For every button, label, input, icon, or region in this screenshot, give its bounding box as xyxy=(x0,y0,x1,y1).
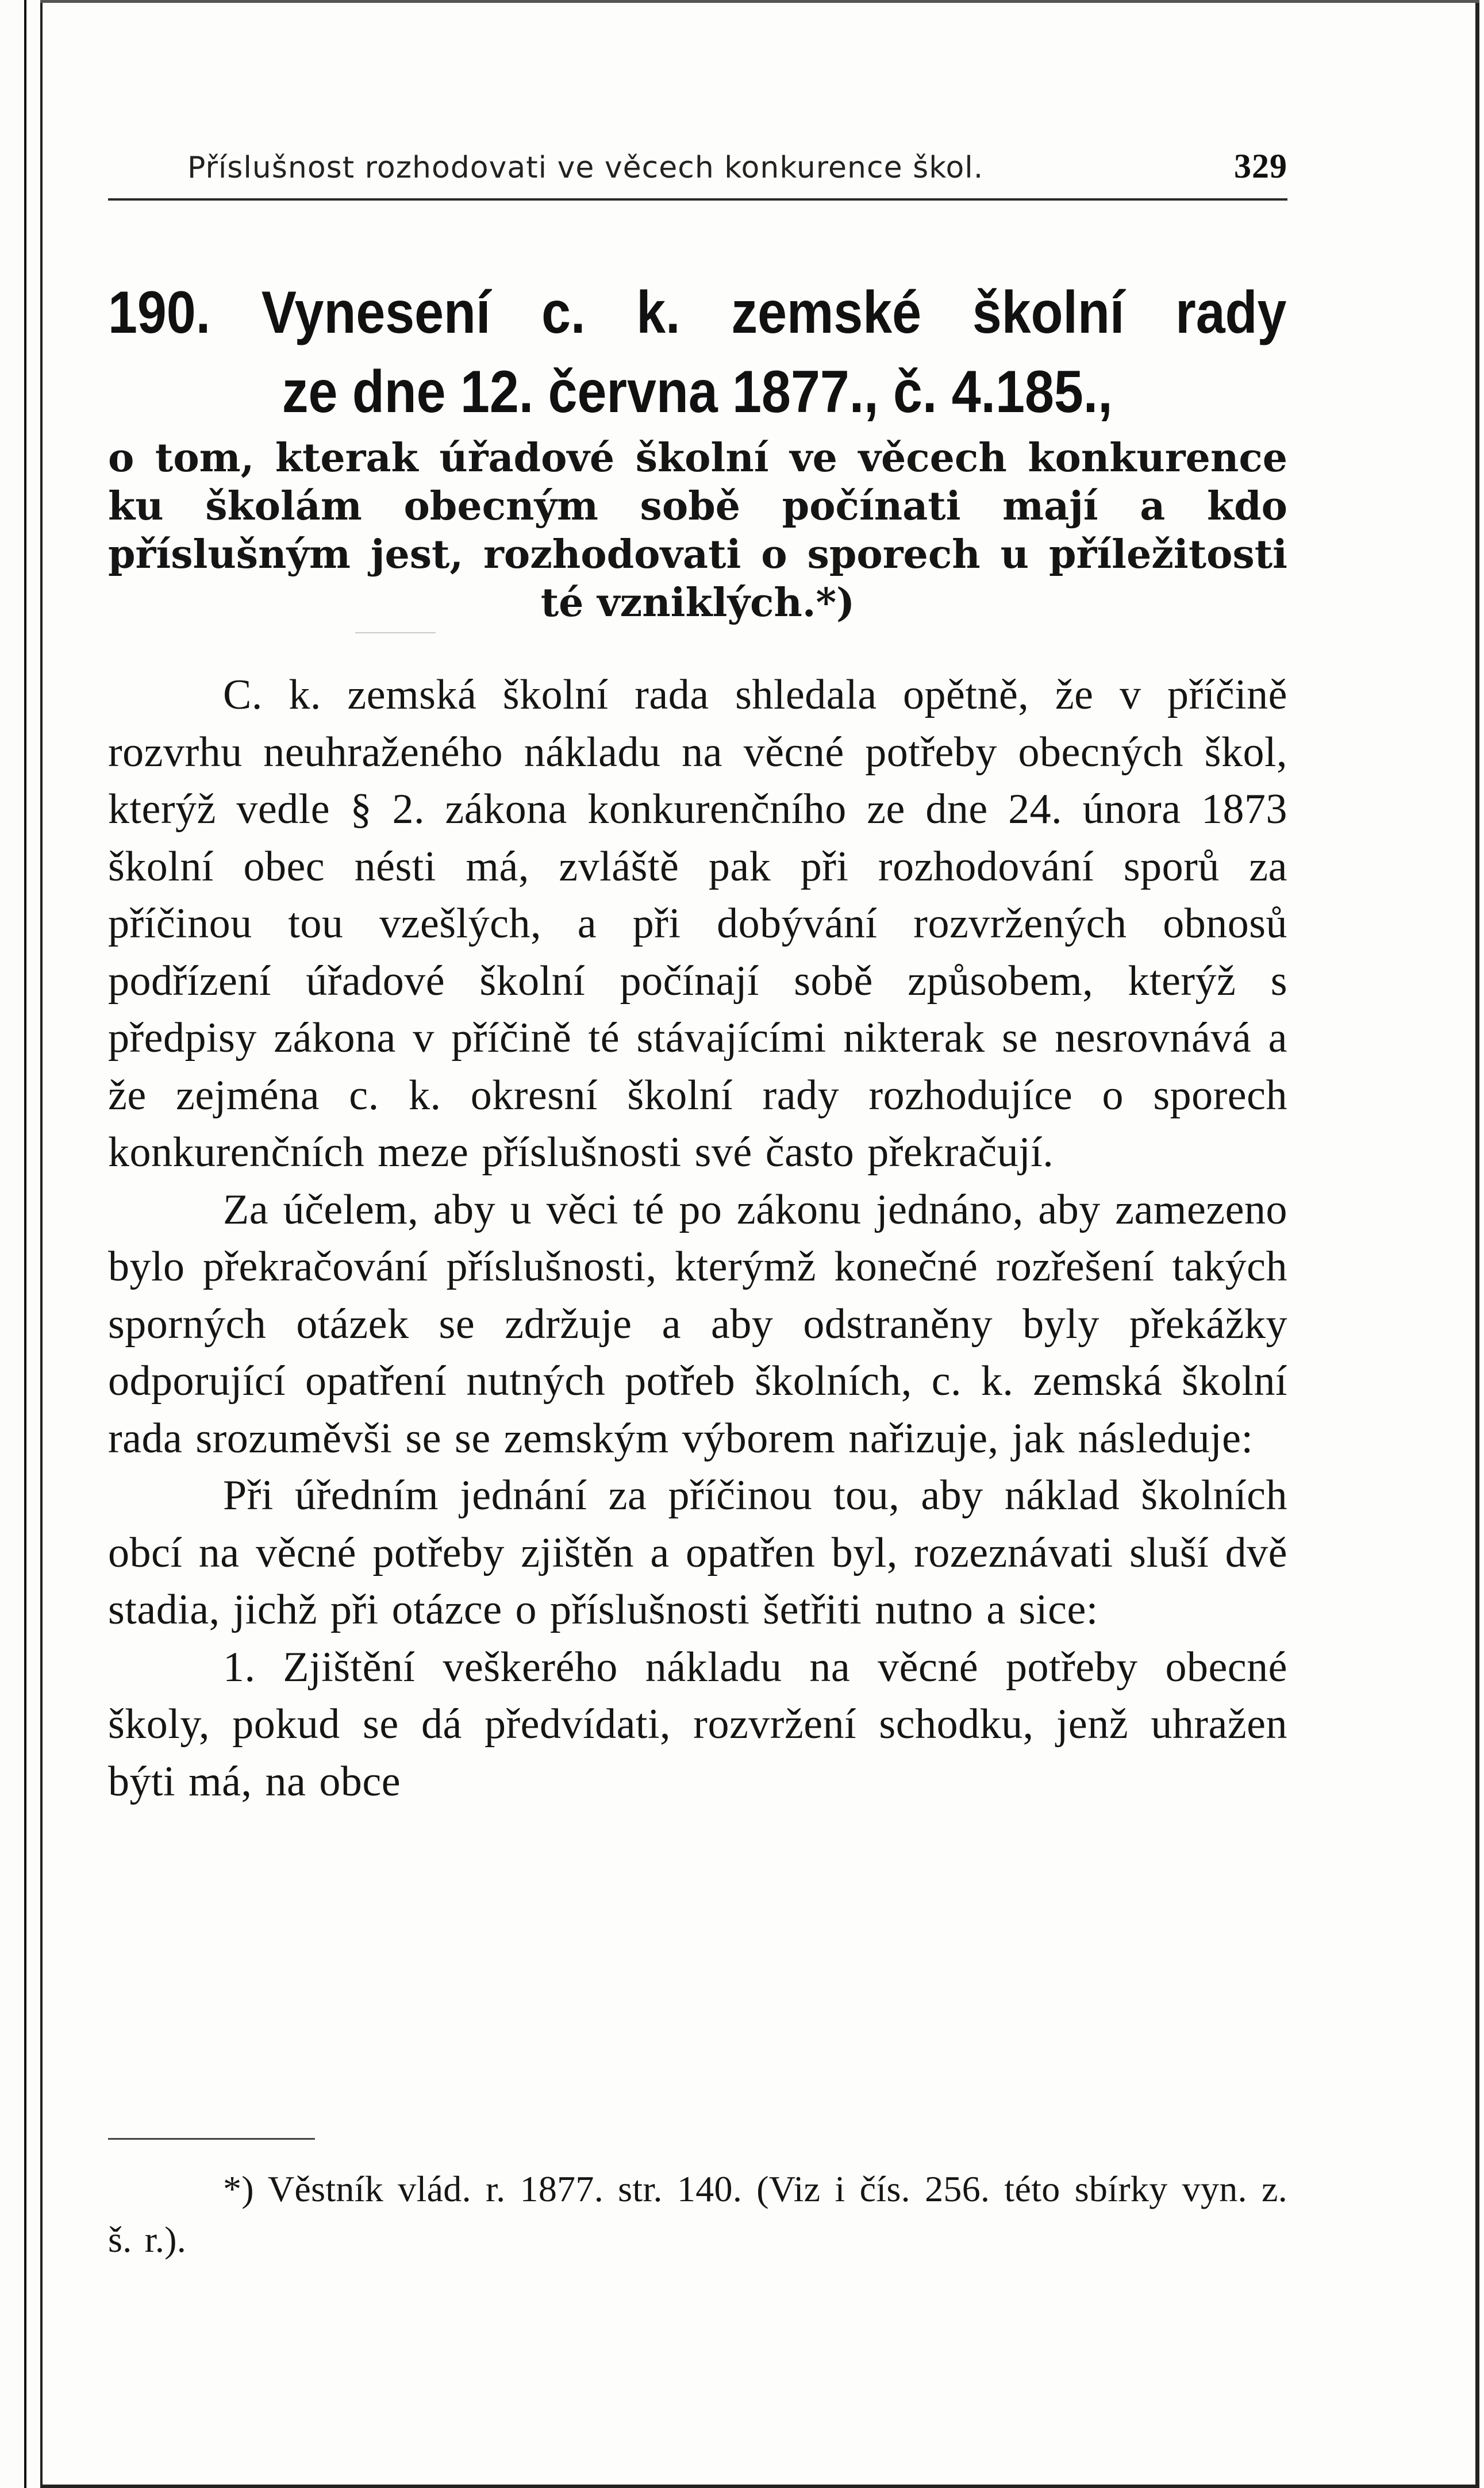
ordinance-heading xyxy=(108,273,1286,432)
running-head-title: Příslušnost rozhodovati ve věcech konkurence škol. xyxy=(187,151,984,185)
separator-dash xyxy=(355,632,436,633)
ordinance-heading-line-2: ze dne 12. června 1877., č. 4.185., xyxy=(282,359,1113,425)
ordinance-subtitle: o tom, kterak úřadové školní ve věcech konkurence ku školám obecným sobě počínati mají a kdo příslušným jest, rozhodovati o sporech u příležitosti té vzniklých.*) xyxy=(108,435,1287,626)
page-number: 329 xyxy=(1234,147,1287,185)
paragraph: Za účelem, aby u věci té po zákonu jednáno, aby zamezeno bylo překračování příslušnosti, kterýmž konečné rozřešení takých sporných otázek se zdržuje a aby odstraněny byly překážky odporující opatření nutných potřeb školních, c. k. zemská školní rada srozuměvši se se zemským výborem nařizuje, jak následuje: xyxy=(108,1186,1287,1462)
paragraph: C. k. zemská školní rada shledala opětně, že v příčině rozvrhu neuhraženého nákladu na věcné potřeby obecných škol, kterýž vedle § 2. zákona konkurenčního ze dne 24. února 1873 školní obec nésti má, zvláště pak při rozhodování sporů za příčinou tou vzešlých, a při dobývání rozvržených obnosů podřízení úřadové školní počínají sobě způsobem, kterýž s předpisy zákona v příčině té stávajícími nikterak se nesrovnává a že zejména c. k. okresní školní rady rozhodujíce o sporech konkurenčních meze příslušnosti své často překračují. xyxy=(108,671,1287,1176)
page-content xyxy=(108,0,1287,2488)
page-spine xyxy=(0,0,26,2488)
scan-frame-left xyxy=(40,0,43,2488)
paragraph: Při úředním jednání za příčinou tou, aby náklad školních obcí na věcné potřeby zjištěn a opatřen byl, rozeznávati sluší dvě stadia, jichž při otázce o příslušnosti šetřiti nutno a sice: xyxy=(108,1472,1287,1633)
header-rule xyxy=(108,198,1287,201)
running-head xyxy=(187,147,1287,193)
footnote: *) Věstník vlád. r. 1877. str. 140. (Viz i čís. 256. této sbírky vyn. z. š. r.). xyxy=(108,2168,1287,2260)
footnote-rule xyxy=(108,2138,315,2140)
body-text xyxy=(108,667,1287,1810)
scan-frame-right xyxy=(1475,0,1479,2488)
list-item: 1. Zjištění veškerého nákladu na věcné potřeby obecné školy, pokud se dá předvídati, rozvržení schodku, jenž uhražen býti má, na obce xyxy=(108,1643,1287,1805)
ordinance-heading-line-1: 190. Vynesení c. k. zemské školní rady xyxy=(108,279,1287,346)
